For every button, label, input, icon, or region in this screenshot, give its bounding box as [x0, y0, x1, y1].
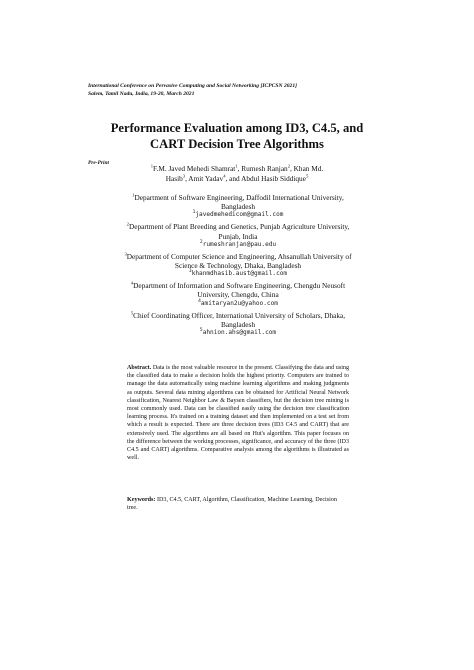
affiliation-line: Department of Plant Breeding and Genetics, Punjab Agriculture University,: [128, 222, 350, 232]
author-5: , and Abdul Hasib Siddique: [225, 173, 306, 183]
author-3-cont: Hasib: [165, 173, 183, 183]
author-sup: 4: [223, 173, 226, 179]
affiliation-number: 2: [126, 221, 129, 227]
affiliation-line: Department of Information and Software Engineering, Chengdu Neusoft: [133, 281, 346, 291]
email-link[interactable]: [108, 329, 368, 337]
author-list: [128, 164, 346, 183]
affiliation-list: [108, 193, 368, 340]
email-link[interactable]: [108, 300, 368, 308]
author-1: F.M. Javed Mehedi Shamrat: [153, 164, 236, 173]
affiliation-line: Chief Coordinating Officer, International University of Scholars, Dhaka,: [133, 310, 346, 320]
email-number: 4: [198, 298, 201, 304]
email-link[interactable]: [108, 211, 368, 219]
affiliation-2: [108, 222, 368, 248]
affiliation-line: Department of Software Engineering, Daffodil International University,: [134, 193, 344, 202]
author-sup: 1: [235, 163, 238, 169]
conference-name: International Conference on Pervasive Computing and Social Networking [ICPCSN 2021]: [88, 83, 298, 89]
author-2: , Rumesh Ranjan: [237, 164, 288, 173]
author-sup: 2: [287, 163, 290, 169]
title-line-2: CART Decision Tree Algorithms: [150, 137, 324, 151]
conference-header: [88, 82, 388, 98]
affiliation-number: 1: [132, 192, 135, 198]
keywords-label: Keywords:: [127, 497, 156, 503]
affiliation-line: Punjab, India: [218, 231, 258, 241]
email-number: 1: [192, 210, 196, 216]
title-line-1: Performance Evaluation among ID3, C4.5, and: [110, 121, 364, 135]
email-text: khanmdhasib.aust@gmail.com: [191, 270, 288, 278]
paper-title: [100, 120, 374, 152]
email-number: 2: [199, 239, 203, 245]
author-4: , Amit Yadav: [185, 173, 224, 183]
preprint-label: Pre-Print: [88, 160, 109, 166]
author-sup: 1: [150, 163, 154, 169]
affiliation-line: Bangladesh: [220, 319, 256, 329]
abstract-label: Abstract.: [127, 365, 152, 371]
affiliation-3: [108, 252, 368, 278]
keywords-text: ID3, C4.5, CART, Algorithm, Classification, Machine Learning, Decision tree.: [127, 497, 337, 512]
affiliation-1: [108, 193, 368, 219]
affiliation-number: 5: [130, 310, 134, 316]
affiliation-line: Department of Computer Science and Engineering, Ahsanullah University of: [126, 251, 352, 261]
author-3: , Khan Md.: [290, 164, 324, 173]
email-number: 3: [188, 269, 192, 275]
email-number: 5: [199, 328, 203, 333]
affiliation-4: [108, 281, 368, 307]
email-text: rumeshranjan@pau.edu: [202, 240, 277, 248]
affiliation-5: [108, 311, 368, 337]
affiliation-number: 4: [130, 280, 134, 286]
affiliation-line: Bangladesh: [220, 202, 256, 212]
abstract: [127, 364, 349, 462]
abstract-text: Data is the most valuable resource in the present. Classifying the data and using the classified data to make a decision holds the highest priority. Computers are trained to manage the data automatically using machine learning algorithms and making judgments as outputs. Several data mining algorithms can be obtained for Artificial Neural Network classification, Nearest Neighbor Law & Baysen classifiers, but the decision tree mining is most commonly used. Data can be classified easily using the decision tree classification learning process. It's trained on a training dataset and then implemented on a test set from which a result is expected. There are three decision trees (ID3 C4.5 and CART) that are extensively used. The algorithms are all based on Hut's algorithm. This paper focuses on the difference between the working processes, significance, and accuracy of the three (ID3 C4.5 and CART) algorithms. Comparative analysis among the algorithms is illustrated as well.: [127, 365, 349, 462]
email-text: amitaryan2u@yahoo.com: [200, 299, 278, 307]
affiliation-line: University, Chengdu, China: [197, 290, 279, 300]
email-text: ahnion.ahs@gmail.com: [202, 329, 277, 337]
keywords: [127, 496, 349, 512]
author-sup: 3: [182, 173, 186, 179]
affiliation-number: 3: [124, 251, 127, 257]
author-sup: 5: [305, 173, 309, 179]
email-link[interactable]: [108, 241, 368, 249]
email-text: javedmehedicom@gmail.com: [195, 211, 284, 219]
email-link[interactable]: [108, 270, 368, 278]
affiliation-line: Science & Technology, Dhaka, Bangladesh: [174, 261, 302, 271]
conference-location: Salem, Tamil Nadu, India, 19-20, March 2021: [88, 91, 195, 97]
